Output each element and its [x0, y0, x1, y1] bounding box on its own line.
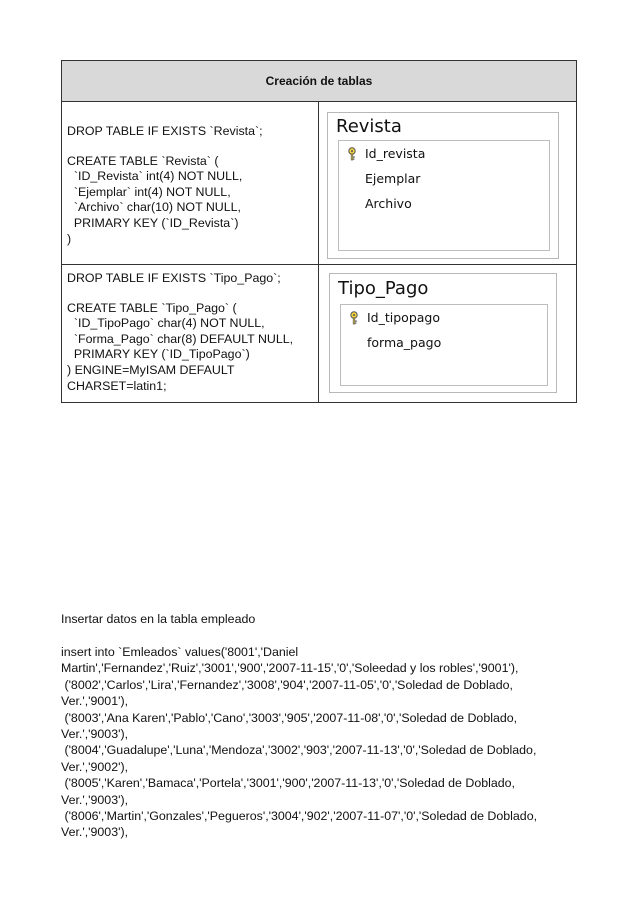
- insert-line: ('8002','Carlos','Lira','Fernandez','3008','904','2007-11-05','0','Soledad de Doblado,: [61, 677, 513, 692]
- tipo-pago-sql-cell: [62, 265, 319, 402]
- sql-line: DROP TABLE IF EXISTS `Tipo_Pago`;: [67, 271, 281, 285]
- sql-line: ): [67, 231, 72, 246]
- insert-line: ('8006','Martin','Gonzales','Pegueros','3004','902','2007-11-07','0','Soledad de Doblado,: [61, 809, 538, 824]
- sql-line: `ID_Revista` int(4) NOT NULL,: [67, 169, 243, 184]
- insert-line: insert into `Emleados` values('8001','Daniel: [61, 645, 299, 659]
- table-header-text: Creación de tablas: [265, 74, 373, 88]
- insert-heading: Insertar datos en la tabla empleado: [61, 612, 256, 626]
- sql-line: DROP TABLE IF EXISTS `Revista`;: [67, 124, 263, 138]
- diagram-field-list: [338, 140, 550, 251]
- insert-line: ('8005','Karen','Bamaca','Portela','3001','900','2007-11-13','0','Soledad de Doblado,: [61, 776, 515, 791]
- field-name: Id_revista: [365, 146, 426, 161]
- diagram-field: [339, 191, 549, 216]
- diagram-field: [341, 330, 547, 355]
- sql-line: CREATE TABLE `Revista` (: [67, 153, 219, 168]
- key-icon: [339, 147, 365, 161]
- field-name: Archivo: [365, 196, 412, 211]
- revista-table-diagram: [327, 112, 559, 259]
- diagram-title: Tipo_Pago: [338, 278, 429, 299]
- revista-diagram-cell: [319, 102, 576, 264]
- insert-line: Ver.','9001'),: [61, 694, 129, 709]
- insert-line: ('8004','Guadalupe','Luna','Mendoza','3002','903','2007-11-13','0','Soledad de Doblado,: [61, 743, 537, 758]
- sql-line: `ID_TipoPago` char(4) NOT NULL,: [67, 316, 265, 331]
- revista-sql-cell: [62, 102, 319, 264]
- sql-line: `Archivo` char(10) NOT NULL,: [67, 200, 241, 215]
- field-name: forma_pago: [367, 335, 442, 350]
- tipo-pago-table-diagram: [329, 273, 557, 393]
- sql-line: CREATE TABLE `Tipo_Pago` (: [67, 300, 237, 315]
- diagram-field: [339, 166, 549, 191]
- sql-line: PRIMARY KEY (`ID_Revista`): [67, 215, 239, 230]
- sql-line: `Forma_Pago` char(8) DEFAULT NULL,: [67, 331, 294, 346]
- sql-line: CHARSET=latin1;: [67, 378, 167, 393]
- key-icon: [341, 311, 367, 325]
- field-name: Ejemplar: [365, 171, 421, 186]
- table-header: [62, 61, 576, 102]
- sql-line: PRIMARY KEY (`ID_TipoPago`): [67, 347, 250, 362]
- diagram-field-list: [340, 304, 548, 386]
- table-row-revista: [62, 102, 576, 265]
- insert-line: Ver.','9003'),: [61, 825, 129, 840]
- field-name: Id_tipopago: [367, 310, 441, 325]
- tipo-pago-diagram-cell: [319, 265, 576, 402]
- sql-line: `Ejemplar` int(4) NOT NULL,: [67, 184, 231, 199]
- creation-table: [61, 60, 577, 403]
- insert-line: Ver.','9003'),: [61, 727, 129, 742]
- insert-statement: [61, 644, 581, 841]
- insert-line: ('8003','Ana Karen','Pablo','Cano','3003','905','2007-11-08','0','Soledad de Doblado,: [61, 710, 518, 725]
- diagram-field: [339, 141, 549, 166]
- diagram-field: [341, 305, 547, 330]
- table-row-tipo-pago: [62, 265, 576, 402]
- insert-line: Ver.','9002'),: [61, 759, 129, 774]
- diagram-title: Revista: [336, 116, 402, 137]
- insert-line: Ver.','9003'),: [61, 792, 129, 807]
- sql-line: ) ENGINE=MyISAM DEFAULT: [67, 362, 235, 377]
- insert-line: Martin','Fernandez','Ruiz','3001','900','2007-11-15','0','Soleedad y los robles','9001'),: [61, 661, 519, 676]
